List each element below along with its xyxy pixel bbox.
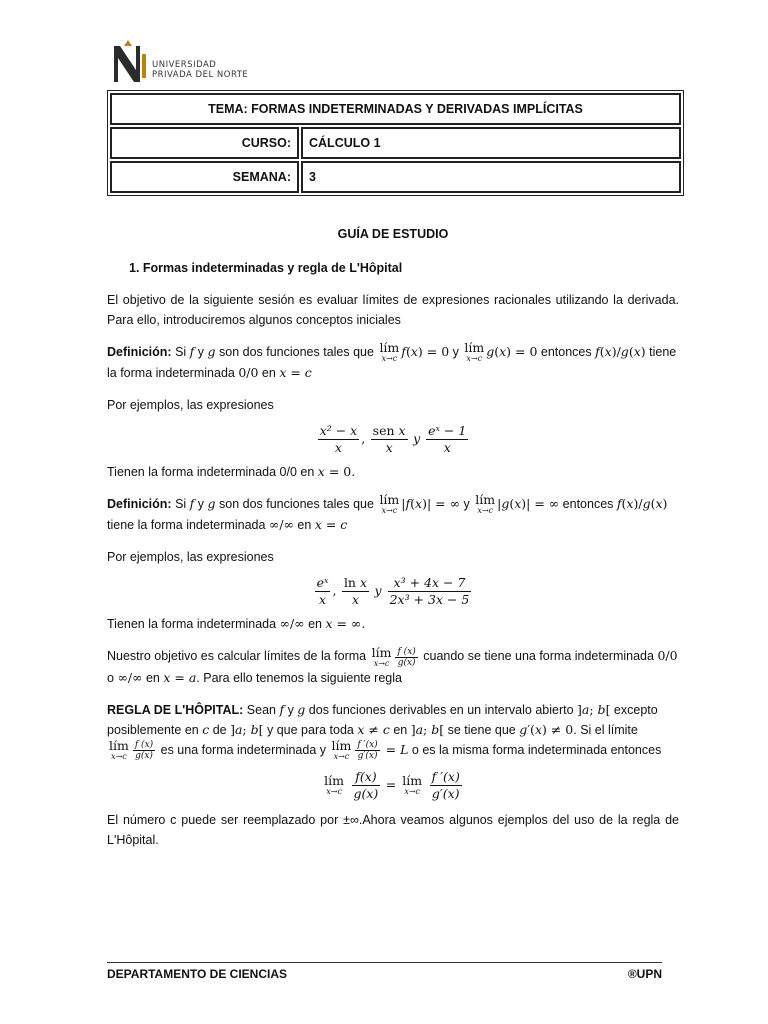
definition-1: Definición: Si f y g son dos funciones tales que lím x→c f(x) = 0 y lím x→c g(x) = 0 entonces f(x)/g(x) tiene la forma indeterminada 0/0 en x = c [107,340,677,381]
section-heading: 1. Formas indeterminadas y regla de L'Hôpital [129,261,403,275]
examples-1-result: Tienen la forma indeterminada 0/0 en x = 0. [107,464,356,480]
header-table [107,90,684,196]
examples-2-result: Tienen la forma indeterminada ∞/∞ en x = ∞. [107,616,366,632]
logo-line2: PRIVADA DEL NORTE [152,70,249,80]
closing-paragraph: El número c puede ser reemplazado por ±∞.Ahora veamos algunos ejemplos del uso de la regla de L'Hôpital. [107,812,679,847]
tema-cell: TEMA: FORMAS INDETERMINADAS Y DERIVADAS IMPLÍCITAS [110,93,681,125]
lhopital-rule: REGLA DE L'HÔPITAL: Sean f y g dos funciones derivables en un intervalo abierto ]a; b[ excepto posiblemente en c de ]a; b[ y que para toda x ≠ c en ]a; b[ se tiene que g′(x) ≠ 0. Si el límite lím x→c $\frac{f (x)}{g(x)}$ es una forma indeterminada y lím x→c $\frac{f '(x)}{g'(x)}$ = L o es la misma forma indeterminada entonces [107,701,662,761]
logo-line1: UNIVERSIDAD [152,60,217,70]
footer-left: DEPARTAMENTO DE CIENCIAS [107,967,288,981]
examples-intro-2: Por ejemplos, las expresiones [107,550,274,565]
page-footer [107,962,662,981]
examples-1-formula: $\frac{\text{x² − x}}{x}$ , $\frac{\text{sen x}}{x}$ y $\frac{\text{eˣ − 1}}{x}$ [319,423,467,456]
semana-row [110,161,681,193]
lhopital-formula: lím x→c $\frac{f(x)}{g(x)}$ = lím x→c $\frac{f '(x)}{g'(x)}$ [324,768,460,801]
guide-title: GUÍA DE ESTUDIO [337,227,449,241]
semana-value: 3 [301,161,681,193]
curso-value: CÁLCULO 1 [301,127,681,159]
examples-2-formula: $\frac{\text{eˣ}}{x}$ , $\frac{\text{ln x}}{x}$ y $\frac{\text{x³ + 4x − 7}}{\text{2x³ + 3x − 5}}$ [316,575,470,608]
tema-row [110,93,681,125]
objective-paragraph: Nuestro objetivo es calcular límites de la forma lím x→c $\frac{f (x)}{g(x)}$ cuando se tiene una forma indeterminada 0/0 o ∞/∞ en x = a. Para ello tenemos la siguiente regla [107,644,678,685]
footer-right: ®UPN [627,967,662,981]
semana-label: SEMANA: [110,161,299,193]
document-body [107,224,679,850]
intro-paragraph: El objetivo de la siguiente sesión es evaluar límites de expresiones racionales utilizando la derivada. Para ello, introduciremos algunos conceptos iniciales [107,293,679,327]
examples-intro-1: Por ejemplos, las expresiones [107,398,274,413]
logo-text [152,60,248,80]
curso-label: CURSO: [110,127,299,159]
curso-row [110,127,681,159]
definition-2: Definición: Si f y g son dos funciones tales que lím x→c |f(x)| = ∞ y lím x→c |g(x)| = ∞ entonces f(x)/g(x) tiene la forma indeterminada ∞/∞ en x = c [107,492,668,533]
